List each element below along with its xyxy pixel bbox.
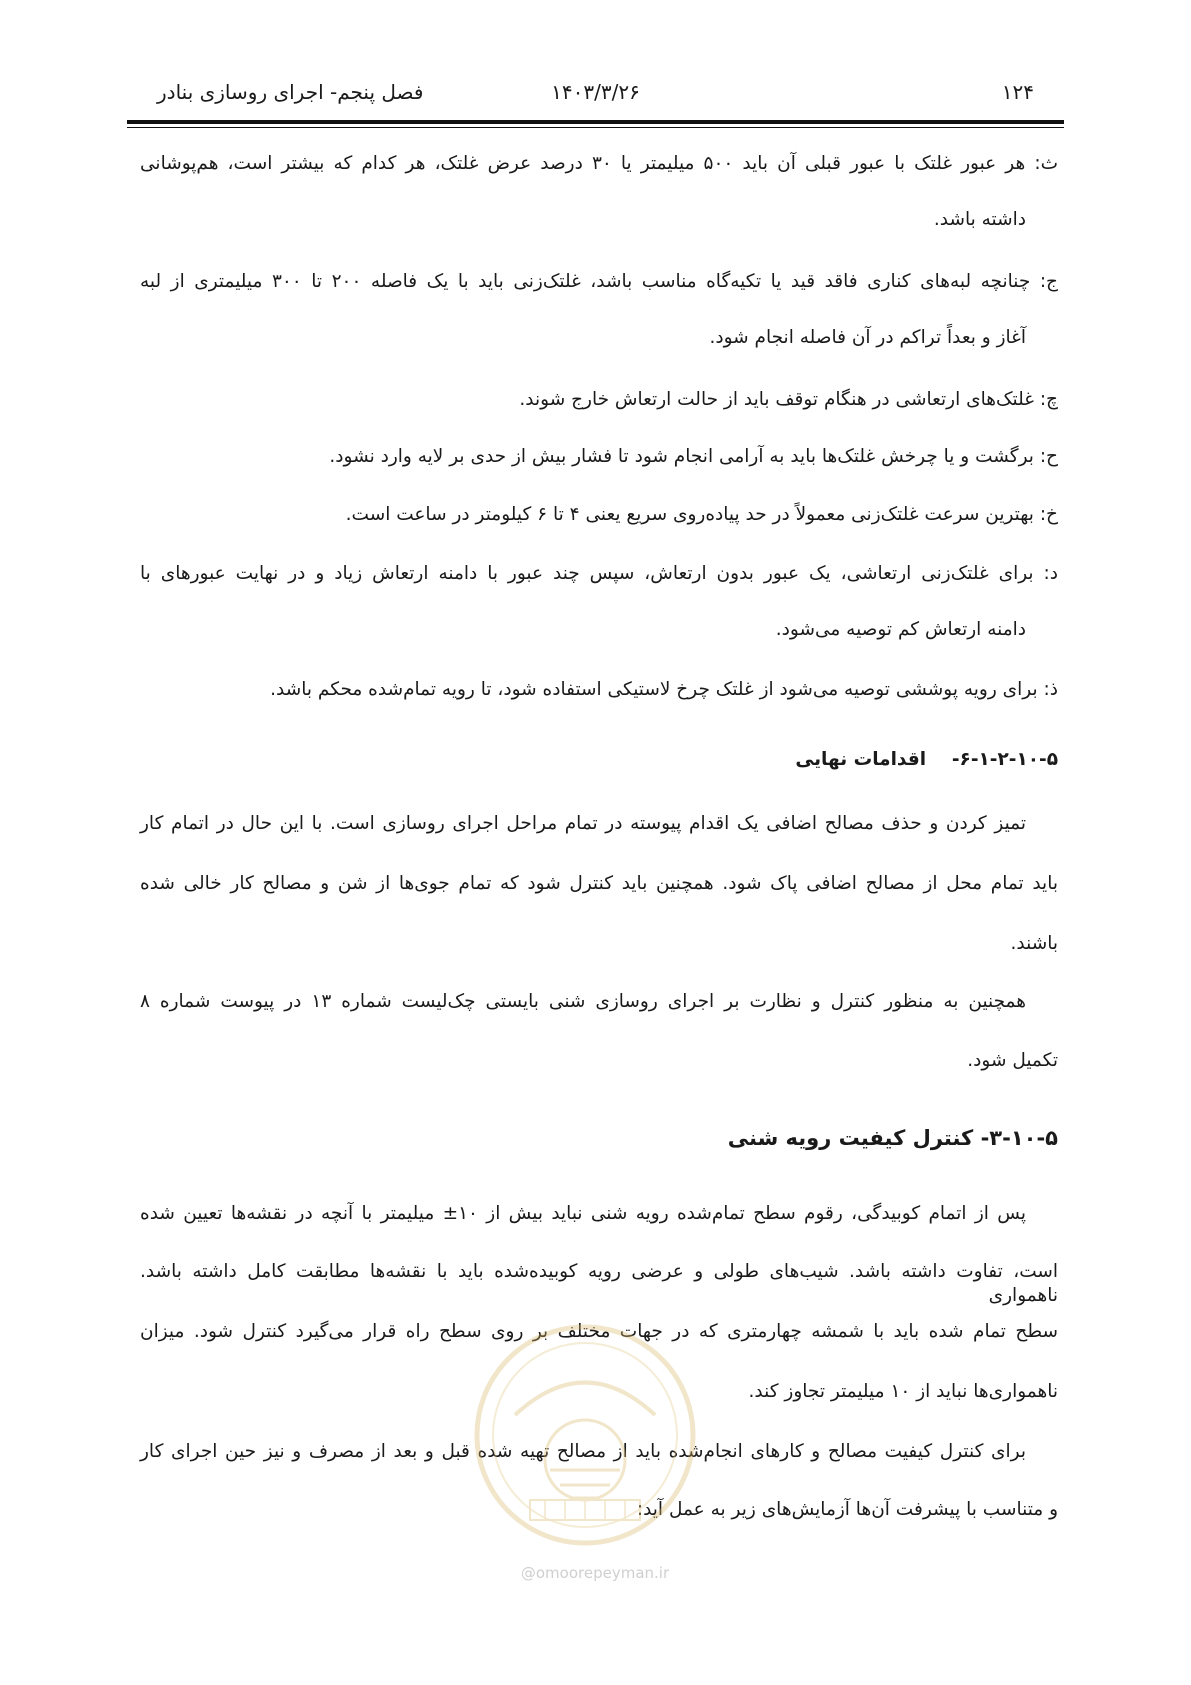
header-date: ۱۴۰۳/۳/۲۶ [551, 80, 640, 104]
item-jim-line2: آغاز و بعداً تراکم در آن فاصله انجام شود. [709, 327, 1026, 348]
section-final-number: ۶-۱-۲-۱۰-۵- [951, 749, 1058, 770]
item-khe-line: خ: بهترین سرعت غلتک‌زنی معمولاً در حد پیاده‌روی سریع یعنی ۴ تا ۶ کیلومتر در ساعت است. [345, 504, 1058, 525]
item-jim-line1: ج: چنانچه لبه‌های کناری فاقد قید یا تکیه‌گاه مناسب باشد، غلتک‌زنی باید با یک فاصله ۲۰۰ تا ۳۰۰ میلیمتری از لبه [140, 271, 1058, 292]
quality-p1-line3: سطح تمام شده باید با شمشه چهارمتری که در جهات مختلف بر روی سطح راه قرار می‌گیرد کنترل شود. میزان [140, 1321, 1058, 1342]
page-number: ۱۲۴ [1001, 80, 1034, 104]
quality-p1-line2: است، تفاوت داشته باشد. شیب‌های طولی و عرضی رویه کوبیده‌شده باید با نقشه‌ها مطابقت کامل داشته باشد. ناهمواری [140, 1261, 1058, 1306]
section-final-heading [795, 748, 1058, 772]
item-tha-line2: داشته باشد. [933, 209, 1026, 230]
final-p1-line2: باید تمام محل از مصالح اضافی پاک شود. همچنین باید کنترل شود که تمام جوی‌ها از شن و مصالح کار خالی شده [140, 873, 1058, 894]
page-header [127, 70, 1064, 120]
item-zal-line: ذ: برای رویه پوششی توصیه می‌شود از غلتک چرخ لاستیکی استفاده شود، تا رویه تمام‌شده محکم باشد. [270, 679, 1058, 700]
chapter-title: فصل پنجم- اجرای روسازی بنادر [157, 80, 424, 104]
item-he-line: ح: برگشت و یا چرخش غلتک‌ها باید به آرامی انجام شود تا فشار بیش از حدی بر لایه وارد نشود. [329, 446, 1058, 467]
watermark-logo [470, 1320, 700, 1550]
final-p1-line1: تمیز کردن و حذف مصالح اضافی یک اقدام پیوسته در تمام مراحل اجرای روسازی است. با این حال در اتمام کار [140, 813, 1026, 834]
item-dal-line2: دامنه ارتعاش کم توصیه می‌شود. [775, 619, 1026, 640]
final-p2-line1: همچنین به منظور کنترل و نظارت بر اجرای روسازی شنی بایستی چک‌لیست شماره ۱۳ در پیوست شماره ۸ [140, 991, 1026, 1012]
quality-p1-line4: ناهمواری‌ها نباید از ۱۰ میلیمتر تجاوز کند. [748, 1381, 1058, 1402]
section-quality-heading: ۳-۱۰-۵- کنترل کیفیت رویه شنی [727, 1126, 1058, 1150]
header-rule-thick [127, 120, 1064, 124]
item-tha-line1: ث: هر عبور غلتک با عبور قبلی آن باید ۵۰۰ میلیمتر یا ۳۰ درصد عرض غلتک، هر کدام که بیشتر است، هم‌پوشانی [140, 153, 1058, 174]
watermark-url: @omoorepeyman.ir [520, 1564, 670, 1582]
header-rule-thin [127, 127, 1064, 128]
section-final-title: اقدامات نهایی [795, 749, 927, 770]
item-che-line: چ: غلتک‌های ارتعاشی در هنگام توقف باید از حالت ارتعاش خارج شوند. [519, 389, 1058, 410]
item-dal-line1: د: برای غلتک‌زنی ارتعاشی، یک عبور بدون ارتعاش، سپس چند عبور با دامنه ارتعاش زیاد و در نهایت عبورهای با [140, 563, 1058, 584]
final-p2-line2: تکمیل شود. [967, 1050, 1058, 1071]
quality-p2-line2: و متناسب با پیشرفت آن‌ها آزمایش‌های زیر به عمل آید: [636, 1499, 1058, 1520]
quality-p1-line1: پس از اتمام کوبیدگی، رقوم سطح تمام‌شده رویه شنی نباید بیش از ۱۰± میلیمتر با آنچه در نقشه‌ها تعیین شده [140, 1203, 1026, 1224]
final-p1-line3: باشند. [1010, 933, 1058, 954]
quality-p2-line1: برای کنترل کیفیت مصالح و کارهای انجام‌شده باید از مصالح تهیه شده قبل و بعد از مصرف و نیز حین اجرای کار [140, 1441, 1026, 1462]
